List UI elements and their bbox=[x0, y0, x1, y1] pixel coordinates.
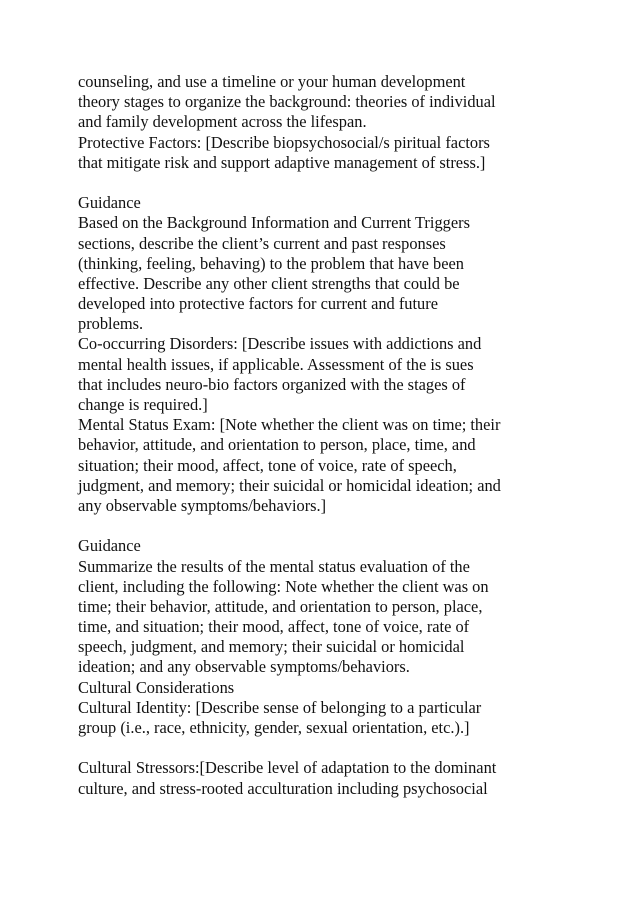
section-heading-guidance: Guidance bbox=[78, 193, 141, 213]
text-line: speech, judgment, and memory; their suicidal or homicidal bbox=[78, 637, 465, 657]
text-line: judgment, and memory; their suicidal or homicidal ideation; and bbox=[78, 475, 501, 495]
text-line: Based on the Background Information and Current Triggers bbox=[78, 213, 470, 233]
text-line: change is required.] bbox=[78, 395, 208, 414]
text-line: ideation; and any observable symptoms/behaviors. bbox=[78, 657, 410, 677]
blank-line bbox=[78, 516, 578, 536]
text-line: theory stages to organize the background: theories of individual bbox=[78, 92, 496, 112]
text-line: Cultural Identity: [Describe sense of belonging to a particular bbox=[78, 697, 482, 717]
blank-line bbox=[78, 738, 578, 758]
text-line: any observable symptoms/behaviors.] bbox=[78, 495, 327, 515]
text-line: that includes neuro-bio factors organized with the stages of bbox=[78, 374, 466, 394]
text-line: time, and situation; their mood, affect, tone of voice, rate of bbox=[78, 617, 470, 637]
text-line: (thinking, feeling, behaving) to the problem that have been bbox=[78, 253, 464, 273]
text-line: problems. bbox=[78, 314, 144, 334]
text-line: mental health issues, if applicable. Assessment of the is sues bbox=[78, 354, 474, 374]
text-line: client, including the following: Note whether the client was on bbox=[78, 576, 489, 596]
text-line: Co-occurring Disorders: [Describe issues with addictions and bbox=[78, 334, 482, 354]
text-line: situation; their mood, affect, tone of voice, rate of speech, bbox=[78, 455, 457, 475]
blank-line bbox=[78, 173, 578, 193]
text-line: that mitigate risk and support adaptive management of stress.] bbox=[78, 152, 486, 172]
text-line: culture, and stress-rooted acculturation including psychosocial bbox=[78, 778, 488, 798]
text-line: developed into protective factors for current and future bbox=[78, 294, 438, 314]
text-line: time; their behavior, attitude, and orientation to person, place, bbox=[78, 596, 483, 616]
text-line: behavior, attitude, and orientation to person, place, time, and bbox=[78, 435, 476, 455]
text-line: sections, describe the client’s current and past responses bbox=[78, 233, 446, 253]
section-heading-cultural-considerations: Cultural Considerations bbox=[78, 677, 235, 697]
text-line: group (i.e., race, ethnicity, gender, sexual orientation, etc.).] bbox=[78, 718, 470, 737]
text-line: effective. Describe any other client strengths that could be bbox=[78, 273, 460, 293]
text-line: counseling, and use a timeline or your human development bbox=[78, 72, 466, 91]
text-line: Summarize the results of the mental status evaluation of the bbox=[78, 556, 470, 576]
text-line: and family development across the lifespan. bbox=[78, 112, 367, 132]
text-line: Mental Status Exam: [Note whether the client was on time; their bbox=[78, 415, 501, 435]
text-line: Cultural Stressors:[Describe level of adaptation to the dominant bbox=[78, 758, 497, 778]
section-heading-guidance: Guidance bbox=[78, 536, 141, 556]
text-line: Protective Factors: [Describe biopsychosocial/s piritual factors bbox=[78, 132, 490, 152]
document-body-text bbox=[78, 72, 578, 799]
